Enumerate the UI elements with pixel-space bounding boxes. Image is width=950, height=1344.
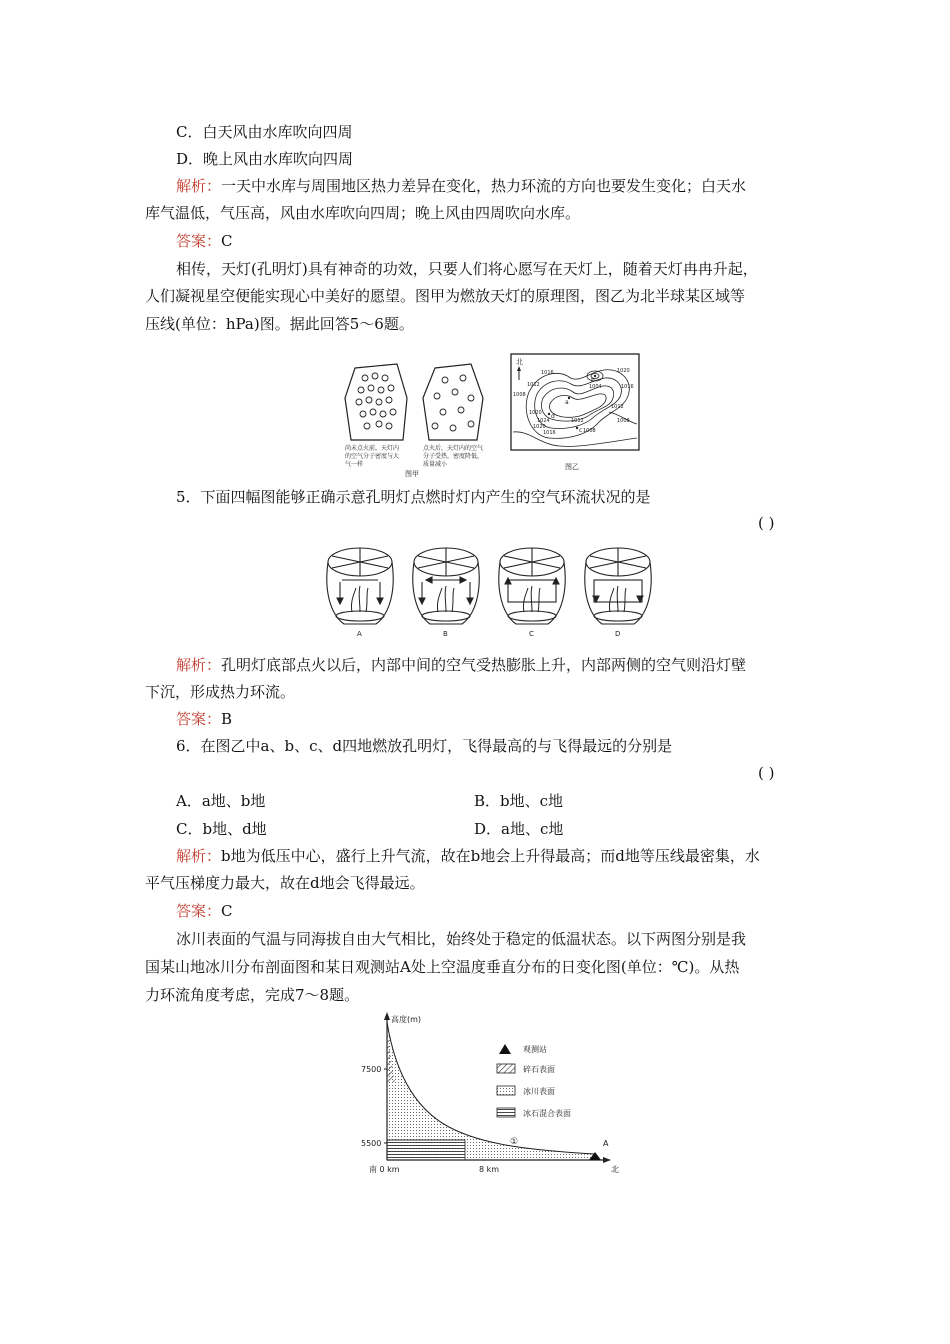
answer-q4 — [176, 230, 233, 252]
analysis-text: b地为低压中心，盛行上升气流，故在b地会上升得最高；而d地等压线最密集，水 — [221, 847, 760, 865]
isobar-label-5: 1004 — [589, 384, 602, 390]
answer-paren-q5: ( ) — [758, 514, 775, 532]
x-axis-north-label: 北 — [611, 1165, 619, 1174]
isobar-label-1: 1020 — [617, 368, 630, 374]
analysis-q4-line2: 库气温低，气压高，风由水库吹向四周；晚上风由四周吹向水库。 — [145, 204, 581, 222]
point-label-c: c — [579, 427, 583, 434]
isobar-label-11: 1020 — [533, 424, 546, 430]
option-d: D．a地、c地 — [474, 820, 564, 838]
y-tick-7500: 7500 — [361, 1065, 382, 1074]
jia-right-text-2: 分子受热，密度降低， — [423, 453, 484, 460]
intro1-line1: 相传，天灯(孔明灯)具有神奇的功效，只要人们将心愿写在天灯上，随着天灯冉冉升起， — [176, 260, 758, 278]
intro1-line2: 人们凝视星空便能实现心中美好的愿望。图甲为燃放天灯的原理图，图乙为北半球某区域等 — [145, 287, 746, 305]
legend-station-icon — [499, 1044, 511, 1054]
y-axis-label: 高度(m) — [391, 1015, 422, 1024]
analysis-text: 一天中水库与周围地区热力差异在变化，热力环流的方向也要发生变化；白天水 — [221, 177, 747, 195]
legend-gravel-label: 碎石表面 — [523, 1065, 555, 1074]
question-5-stem: 5．下面四幅图能够正确示意孔明灯点燃时灯内产生的空气环流状况的是 — [176, 488, 651, 506]
answer-label: 答案： — [176, 232, 222, 250]
answer-value: C — [221, 902, 233, 920]
analysis-q4-line1 — [176, 175, 746, 197]
isobar-label-9: 1020 — [529, 410, 542, 416]
lantern-b — [413, 548, 479, 624]
answer-q5 — [176, 708, 232, 730]
isobar-label-12: 1016 — [543, 430, 556, 436]
option-a: A．a地、b地 — [176, 792, 266, 810]
station-a-label: A — [603, 1139, 609, 1148]
jia-right-text-3: 质量减小 — [423, 461, 448, 468]
isobar-label-8: 1016 — [541, 370, 554, 376]
isobar-label-14: 1008 — [583, 428, 596, 434]
jia-left-text-2: 的空气分子密度与大 — [345, 453, 400, 460]
x-tick-0: 南 0 km — [369, 1165, 400, 1174]
lantern-label-b: B — [443, 630, 448, 638]
y-tick-5500: 5500 — [361, 1139, 382, 1148]
option-c: C．白天风由水库吹向四周 — [176, 123, 353, 141]
analysis-q5-line1 — [176, 654, 746, 676]
jia-caption: 图甲 — [405, 470, 419, 478]
circle-label-1: ① — [510, 1137, 519, 1147]
jia-left-text-1: 尚未点火前，天灯内 — [345, 445, 400, 452]
x-tick-8km: 8 km — [479, 1165, 500, 1174]
analysis-q5-line2: 下沉，形成热力环流。 — [145, 683, 296, 701]
north-label: 北 — [516, 358, 523, 366]
point-label-a: a — [565, 399, 569, 406]
analysis-q6-line2: 平气压梯度力最大，故在d地会飞得最远。 — [145, 874, 425, 892]
isobar-label-13: 1012 — [571, 418, 584, 424]
legend-mixed-label: 冰石混合表面 — [523, 1109, 571, 1118]
yi-caption: 图乙 — [565, 463, 579, 471]
point-label-b: b — [591, 377, 595, 384]
isobar-label-6: 1008 — [513, 392, 526, 398]
legend-glacier-swatch — [497, 1086, 515, 1095]
option-d: D．晚上风由水库吹向四周 — [176, 150, 354, 168]
answer-q6 — [176, 900, 233, 922]
answer-paren-q6: ( ) — [758, 764, 775, 782]
lantern-d — [585, 548, 651, 624]
isobar-label-4: 1008 — [617, 418, 630, 424]
analysis-label: 解析： — [176, 177, 222, 195]
lantern-label-a: A — [357, 630, 362, 638]
point-label-d: d — [551, 413, 555, 420]
option-b: B．b地、c地 — [474, 792, 564, 810]
figure-jia — [337, 358, 497, 478]
answer-label: 答案： — [176, 710, 222, 728]
question-6-stem: 6．在图乙中a、b、c、d四地燃放孔明灯，飞得最高的与飞得最远的分别是 — [176, 737, 673, 755]
legend-station-label: 观测站 — [523, 1045, 547, 1054]
answer-value: B — [221, 710, 233, 728]
lantern-label-d: D — [615, 630, 621, 638]
jia-left-text-3: 气一样 — [345, 461, 364, 468]
analysis-q6-line1 — [176, 845, 760, 867]
answer-value: C — [221, 232, 233, 250]
legend-glacier-label: 冰川表面 — [523, 1087, 555, 1096]
figure-yi — [509, 352, 641, 476]
intro2-line2: 国某山地冰川分布剖面图和某日观测站A处上空温度垂直分布的日变化图(单位：℃)。从热 — [145, 958, 740, 976]
isobar-label-10: 1024 — [537, 418, 550, 424]
intro2-line1: 冰川表面的气温与同海拔自由大气相比，始终处于稳定的低温状态。以下两图分别是我 — [176, 930, 747, 948]
analysis-text: 孔明灯底部点火以后，内部中间的空气受热膨胀上升，内部两侧的空气则沿灯壁 — [221, 656, 747, 674]
lantern-label-c: C — [529, 630, 534, 638]
north-arrow-icon — [517, 366, 521, 371]
analysis-label: 解析： — [176, 656, 222, 674]
legend-gravel-swatch — [497, 1064, 515, 1073]
intro2-line3: 力环流角度考虑，完成7～8题。 — [145, 986, 360, 1004]
intro1-line3: 压线(单位：hPa)图。据此回答5～6题。 — [145, 315, 414, 333]
isobar-label-3: 1012 — [611, 404, 624, 410]
jia-right-text-1: 点火后，天灯内的空气 — [423, 445, 484, 452]
isobar-label-2: 1016 — [621, 384, 634, 390]
option-c: C．b地、d地 — [176, 820, 267, 838]
lantern-c — [499, 548, 565, 624]
figure-lanterns — [320, 540, 660, 640]
lantern-a — [327, 548, 393, 624]
analysis-label: 解析： — [176, 847, 222, 865]
legend-mixed-swatch — [497, 1108, 515, 1117]
answer-label: 答案： — [176, 902, 222, 920]
isobar-label-7: 1012 — [527, 382, 540, 388]
glacier-profile-figure — [355, 1012, 635, 1174]
